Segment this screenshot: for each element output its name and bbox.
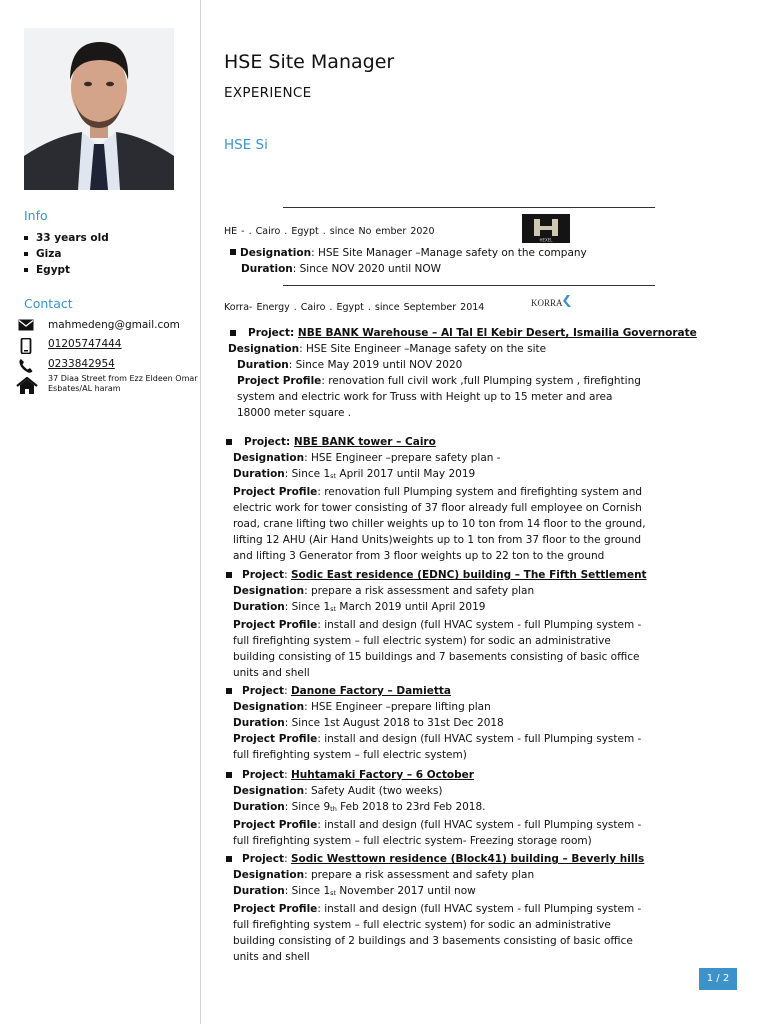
bullet-icon <box>226 439 232 445</box>
mobile-phone-link[interactable]: 01205747444 <box>48 338 122 350</box>
project-profile-line: units and shell <box>233 667 310 679</box>
project-entry <box>224 851 674 965</box>
project-name: NBE BANK tower – Cairo <box>293 436 436 448</box>
portrait-image <box>24 28 174 190</box>
project-designation: Designation: HSE Site Engineer –Manage safety on the site <box>228 343 547 355</box>
email-text[interactable]: mahmedeng@gmail.com <box>48 319 180 331</box>
company-line: Korra- Energy . Cairo . Egypt . since September 2014 <box>224 302 485 313</box>
korra-logo-text: KORRA <box>531 298 563 308</box>
section-title: EXPERIENCE <box>224 85 312 101</box>
project-profile-line: full firefighting system – full electric system- Freezing storage room) <box>233 835 592 847</box>
project-designation: Designation: Safety Audit (two weeks) <box>233 785 443 797</box>
info-item-label: 33 years old <box>36 232 109 244</box>
home-icon <box>16 377 38 395</box>
project-heading: Project: Huhtamaki Factory – 6 October <box>226 767 674 783</box>
project-heading: Project: Danone Factory – Damietta <box>226 683 674 699</box>
job-duration: Duration: Since NOV 2020 until NOW <box>241 263 442 275</box>
sidebar <box>0 0 201 1024</box>
bullet-icon <box>24 252 28 256</box>
info-item-label: Egypt <box>36 264 71 276</box>
project-entry <box>224 567 674 681</box>
job-title: HSE Site Manager <box>224 51 395 73</box>
project-profile: Project Profile: install and design (full HVAC system - full Plumping system - <box>233 619 642 631</box>
project-profile: Project Profile: install and design (full HVAC system - full Plumping system - <box>233 733 642 745</box>
project-name: Danone Factory – Damietta <box>290 685 451 697</box>
bullet-icon <box>226 688 232 694</box>
job-designation: Designation: HSE Site Manager –Manage safety on the company <box>230 245 587 261</box>
project-entry <box>224 434 674 564</box>
bullet-icon <box>230 330 236 336</box>
divider <box>283 207 655 208</box>
page-indicator[interactable]: 1 / 2 <box>699 968 737 990</box>
mobile-phone-icon <box>18 338 34 354</box>
project-profile-line: full firefighting system – full electric system) for sodic an administrative <box>233 919 611 931</box>
project-profile-line: building consisting of 15 buildings and 7 basements consisting of basic office <box>233 651 640 663</box>
project-duration: Duration: Since $9_{th}$ Feb 2018 to 23rd Feb 2018. <box>233 801 486 813</box>
project-heading: Project: Sodic Westtown residence (Block41) building – Beverly hills <box>226 851 674 867</box>
project-profile: Project Profile: install and design (full HVAC system - full Plumping system - <box>233 903 642 915</box>
subsection-title: HSE Si <box>224 137 268 153</box>
project-name: Huhtamaki Factory – 6 October <box>290 769 474 781</box>
project-duration: Duration: Since $1_{st}$ March 2019 until April 2019 <box>233 601 486 613</box>
project-profile-line: lifting 12 AHU (Air Hand Units)weights up to 1 ton from 37 floor to the ground <box>233 534 642 546</box>
hexel-logo-text: HEXEL <box>539 237 553 243</box>
telephone-icon <box>18 358 34 374</box>
project-profile-line: full firefighting system – full electric system) <box>233 749 467 761</box>
project-profile-line: electric work for tower consisting of 37 floor already full employee on Cornish <box>233 502 642 514</box>
project-designation: Designation: HSE Engineer –prepare lifting plan <box>233 701 491 713</box>
landline-phone-link[interactable]: 0233842954 <box>48 358 115 370</box>
project-profile-line: system and electric work for Truss with Height up to 15 meter and area <box>237 391 613 403</box>
info-item-city <box>24 246 194 262</box>
contact-heading: Contact <box>24 296 73 311</box>
info-item-label: Giza <box>36 248 62 260</box>
korra-logo <box>529 292 575 314</box>
project-profile-line: units and shell <box>233 951 310 963</box>
main-content <box>224 0 697 1024</box>
bullet-icon <box>24 268 28 272</box>
address-text: 37 Diaa Street from Ezz Eldeen Omar Esbates/AL haram <box>48 374 198 393</box>
project-heading: Project: Sodic East residence (EDNC) building – The Fifth Settlement <box>226 567 674 583</box>
project-profile-line: building consisting of 2 buildings and 3 basements consisting of basic office <box>233 935 633 947</box>
project-duration: Duration: Since $1_{st}$ November 2017 until now <box>233 885 476 897</box>
project-entry <box>224 325 697 421</box>
project-name: Sodic Westtown residence (Block41) building – Beverly hills <box>290 853 645 865</box>
project-name: NBE BANK Warehouse – Al Tal El Kebir Desert, Ismailia Governorate <box>297 327 697 339</box>
profile-photo <box>24 28 174 190</box>
project-duration: Duration: Since May 2019 until NOV 2020 <box>237 359 463 371</box>
bullet-icon <box>230 249 236 255</box>
project-profile-line: full firefighting system – full electric system) for sodic an administrative <box>233 635 611 647</box>
bullet-icon <box>226 572 232 578</box>
company-line: HE - . Cairo . Egypt . since No ember 2020 <box>224 226 435 237</box>
project-designation: Designation: prepare a risk assessment and safety plan <box>233 585 535 597</box>
envelope-icon <box>18 319 34 331</box>
info-heading: Info <box>24 208 48 223</box>
project-profile-line: 18000 meter square . <box>237 407 352 419</box>
project-profile-line: and lifting 3 Generator from 3 floor weights up to 22 ton to the ground <box>233 550 605 562</box>
bullet-icon <box>24 236 28 240</box>
info-item-age <box>24 230 194 246</box>
bullet-icon <box>226 772 232 778</box>
bullet-icon <box>226 856 232 862</box>
project-designation: Designation: HSE Engineer –prepare safety plan - <box>233 452 501 464</box>
project-profile: Project Profile: install and design (full HVAC system - full Plumping system - <box>233 819 642 831</box>
info-item-country <box>24 262 194 278</box>
project-duration: Duration: Since $1_{st}$ April 2017 until May 2019 <box>233 468 476 480</box>
project-entry <box>224 683 674 763</box>
project-duration: Duration: Since 1st August 2018 to 31st Dec 2018 <box>233 717 504 729</box>
project-heading: Project: NBE BANK Warehouse – Al Tal El Kebir Desert, Ismailia Governorate <box>230 325 674 341</box>
info-list <box>24 230 194 278</box>
project-profile: Project Profile: renovation full civil work ,full Plumping system , firefighting <box>237 375 641 387</box>
project-profile: Project Profile: renovation full Plumping system and firefighting system and <box>233 486 643 498</box>
divider <box>283 285 655 286</box>
project-profile-line: road, crane lifting two chiller weights up to 10 ton from 14 floor to the ground, <box>233 518 646 530</box>
project-designation: Designation: prepare a risk assessment and safety plan <box>233 869 535 881</box>
project-heading: Project: NBE BANK tower – Cairo <box>226 434 674 450</box>
project-name: Sodic East residence (EDNC) building – The Fifth Settlement <box>290 569 647 581</box>
hexel-logo <box>522 214 570 243</box>
project-entry <box>224 767 674 849</box>
